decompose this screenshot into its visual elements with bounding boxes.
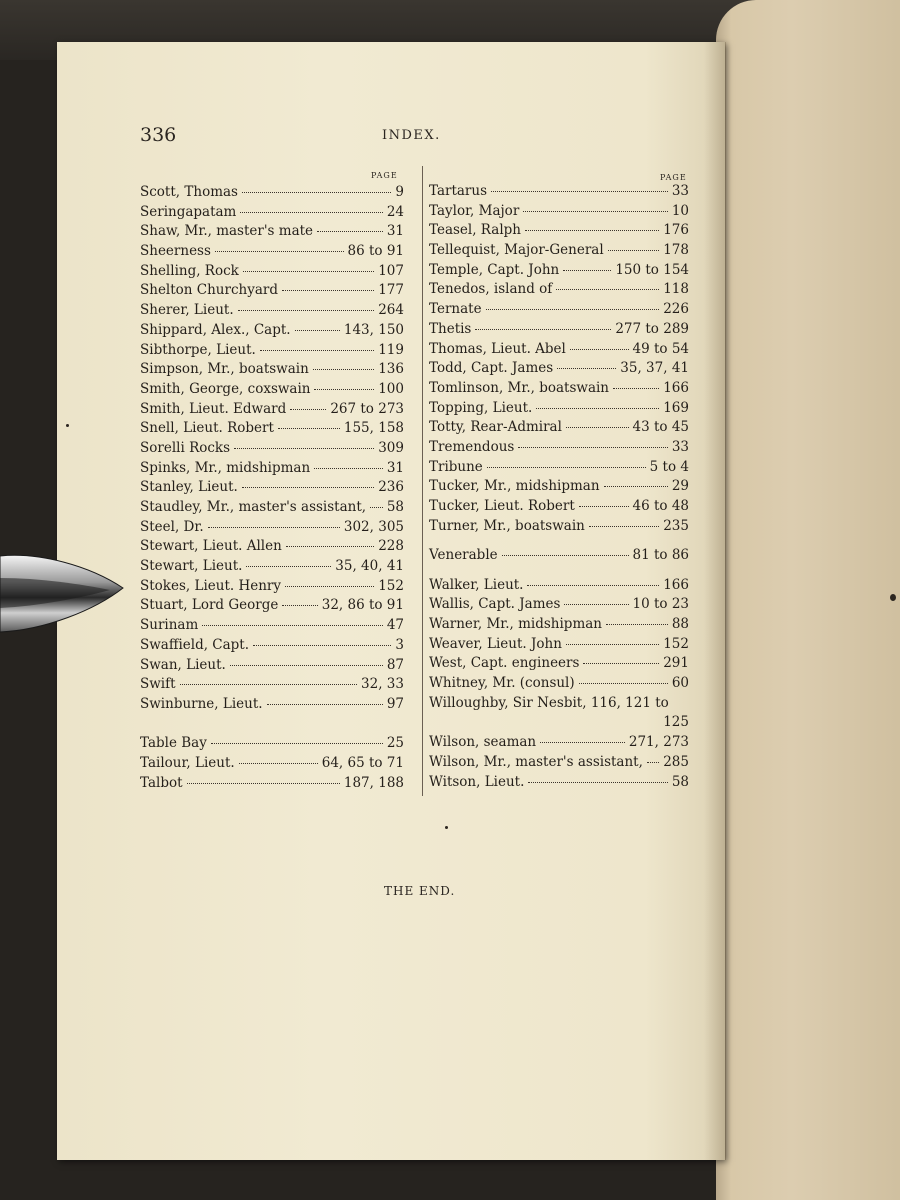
column-divider — [422, 166, 423, 796]
index-entry — [429, 400, 689, 420]
entry-name: Table Bay — [140, 735, 207, 752]
entry-name: Topping, Lieut. — [429, 399, 533, 416]
dot-leader — [314, 389, 374, 390]
entry-pages: 49 to 54 — [632, 340, 689, 357]
index-entry — [140, 361, 404, 381]
dot-leader — [282, 605, 317, 606]
index-entry — [140, 479, 404, 499]
dot-leader — [570, 349, 629, 350]
entry-name: Scott, Thomas — [140, 184, 238, 200]
dot-leader — [475, 329, 611, 330]
paper-speck — [445, 826, 448, 829]
index-entry — [140, 460, 404, 480]
entry-name: Temple, Capt. John — [429, 261, 560, 278]
index-entry — [140, 597, 404, 617]
dot-leader — [202, 625, 383, 626]
entry-pages: 100 — [378, 380, 404, 397]
entry-name: Tartarus — [429, 183, 488, 199]
index-entry — [140, 538, 404, 558]
dot-leader — [606, 624, 668, 625]
entry-pages: 10 — [671, 202, 689, 219]
entry-pages: 35, 37, 41 — [620, 360, 689, 377]
entry-pages: 81 to 86 — [632, 547, 689, 564]
dot-leader — [487, 467, 646, 468]
index-entry — [140, 637, 404, 657]
dot-leader — [260, 350, 374, 351]
entry-name: Stewart, Lieut. — [140, 558, 243, 575]
index-entry — [429, 695, 689, 715]
entry-name: West, Capt. engineers — [429, 655, 580, 672]
entry-pages: 33 — [671, 183, 689, 199]
index-entry — [140, 499, 404, 519]
entry-name: Wilson, Mr., master's assistant, — [429, 753, 643, 770]
entry-name: Thetis — [429, 320, 472, 337]
index-entry — [140, 440, 404, 460]
dot-leader — [564, 604, 628, 605]
entry-pages: 32, 86 to 91 — [321, 597, 404, 614]
entry-pages: 10 to 23 — [632, 596, 689, 613]
index-entry — [429, 547, 689, 567]
entry-name: Venerable — [429, 547, 498, 564]
index-entry — [140, 617, 404, 637]
entry-name: Shelling, Rock — [140, 262, 239, 279]
entry-pages: 169 — [663, 399, 689, 416]
index-entry — [429, 518, 689, 538]
dot-leader — [253, 645, 391, 646]
entry-pages: 29 — [671, 478, 689, 495]
index-entry — [429, 636, 689, 656]
entry-name: Swaffield, Capt. — [140, 636, 250, 653]
dot-leader — [285, 586, 374, 587]
entry-name: Tomlinson, Mr., boatswain — [429, 379, 610, 396]
index-entry — [429, 301, 689, 321]
entry-name: Tailour, Lieut. — [140, 754, 235, 771]
index-entry — [429, 754, 689, 774]
entry-pages: 125 — [663, 714, 689, 731]
entry-name: Swinburne, Lieut. — [140, 695, 263, 712]
entry-name: Sherer, Lieut. — [140, 302, 234, 319]
entry-pages: 166 — [663, 576, 689, 593]
entry-name: Totty, Rear-Admiral — [429, 419, 562, 436]
dot-leader — [187, 783, 340, 784]
entry-gap — [140, 716, 404, 736]
entry-pages: 176 — [663, 222, 689, 239]
entry-name: Tucker, Lieut. Robert — [429, 498, 575, 514]
entry-pages: 9 — [395, 184, 404, 200]
index-entry — [140, 755, 404, 775]
dot-leader — [604, 486, 668, 487]
entry-pages: 152 — [663, 635, 689, 652]
entry-name: Stokes, Lieut. Henry — [140, 577, 281, 594]
entry-pages: 302, 305 — [343, 518, 404, 535]
index-entry — [140, 243, 404, 263]
entry-name: Stewart, Lieut. Allen — [140, 538, 282, 555]
entry-name: Swan, Lieut. — [140, 656, 226, 673]
index-entry — [429, 203, 689, 223]
index-entry — [429, 714, 689, 734]
entry-pages: 177 — [378, 282, 404, 299]
entry-pages: 118 — [663, 281, 689, 298]
index-entry — [429, 459, 689, 479]
dot-leader — [556, 289, 659, 290]
index-entry — [140, 184, 404, 204]
dot-leader — [579, 683, 668, 684]
entry-name: Teasel, Ralph — [429, 222, 521, 239]
index-entry — [140, 657, 404, 677]
facing-page-edge — [716, 0, 900, 1200]
entry-name: Tenedos, island of — [429, 281, 553, 298]
dot-leader — [518, 447, 667, 448]
entry-pages: 119 — [378, 341, 404, 358]
entry-pages: 285 — [663, 753, 689, 770]
index-entry — [140, 676, 404, 696]
index-entry — [429, 498, 689, 518]
entry-name: Wallis, Capt. James — [429, 596, 561, 613]
entry-pages: 43 to 45 — [632, 419, 689, 436]
entry-gap — [429, 537, 689, 547]
index-entry — [429, 281, 689, 301]
index-entry — [429, 341, 689, 361]
dot-leader — [566, 427, 629, 428]
page-gutter-shadow — [704, 42, 726, 1160]
entry-pages: 25 — [386, 735, 404, 752]
closing-text: THE END. — [384, 884, 456, 898]
index-entry — [429, 183, 689, 203]
entry-name: Willoughby, Sir Nesbit, 116, 121 to — [429, 694, 669, 711]
entry-pages: 97 — [386, 695, 404, 712]
dot-leader — [557, 368, 616, 369]
index-column-left — [140, 184, 404, 794]
index-entry — [429, 360, 689, 380]
entry-pages: 64, 65 to 71 — [321, 754, 404, 771]
dot-leader — [491, 191, 668, 192]
dot-leader — [230, 665, 383, 666]
paper-speck — [890, 594, 896, 601]
dot-leader — [579, 506, 629, 507]
dot-leader — [563, 270, 611, 271]
dot-leader — [314, 468, 383, 469]
entry-name: Smith, Lieut. Edward — [140, 400, 287, 417]
entry-name: Talbot — [140, 774, 183, 791]
entry-pages: 226 — [663, 301, 689, 318]
dot-leader — [246, 566, 331, 567]
dot-leader — [527, 585, 659, 586]
entry-pages: 136 — [378, 361, 404, 378]
dot-leader — [290, 409, 326, 410]
entry-pages: 60 — [671, 675, 689, 692]
dot-leader — [528, 782, 667, 783]
entry-name: Stanley, Lieut. — [140, 479, 238, 496]
index-entry — [429, 222, 689, 242]
index-entry — [429, 380, 689, 400]
entry-pages: 46 to 48 — [632, 498, 689, 514]
column-label-right: PAGE — [660, 173, 687, 182]
dot-leader — [566, 644, 659, 645]
index-entry — [429, 478, 689, 498]
entry-name: Wilson, seaman — [429, 734, 537, 751]
index-entry — [140, 223, 404, 243]
dot-leader — [238, 310, 375, 311]
entry-name: Tremendous — [429, 438, 515, 455]
dot-leader — [540, 742, 625, 743]
entry-pages: 267 to 273 — [330, 400, 404, 417]
dot-leader — [278, 428, 340, 429]
entry-name: Steel, Dr. — [140, 518, 204, 535]
index-entry — [429, 734, 689, 754]
index-entry — [140, 322, 404, 342]
entry-name: Sorelli Rocks — [140, 439, 231, 456]
index-entry — [140, 263, 404, 283]
dot-leader — [267, 704, 383, 705]
entry-name: Tribune — [429, 458, 483, 475]
dot-leader — [240, 212, 382, 213]
entry-name: Staudley, Mr., master's assistant, — [140, 499, 367, 515]
entry-pages: 107 — [378, 262, 404, 279]
entry-pages: 152 — [378, 577, 404, 594]
entry-name: Whitney, Mr. (consul) — [429, 675, 575, 692]
entry-pages: 187, 188 — [343, 774, 404, 791]
entry-pages: 35, 40, 41 — [335, 558, 404, 575]
dot-leader — [282, 290, 374, 291]
dot-leader — [242, 487, 374, 488]
dot-leader — [215, 251, 344, 252]
page-number: 336 — [140, 124, 177, 146]
entry-gap — [429, 567, 689, 577]
entry-name: Shelton Churchyard — [140, 282, 278, 299]
dot-leader — [243, 271, 374, 272]
dot-leader — [208, 527, 340, 528]
index-entry — [140, 519, 404, 539]
entry-pages: 235 — [663, 517, 689, 534]
index-entry — [429, 321, 689, 341]
entry-pages: 277 to 289 — [615, 320, 689, 337]
entry-pages: 88 — [671, 616, 689, 633]
entry-pages: 178 — [663, 242, 689, 259]
index-entry — [140, 578, 404, 598]
entry-pages: 32, 33 — [361, 676, 404, 693]
entry-pages: 58 — [386, 499, 404, 515]
entry-pages: 166 — [663, 379, 689, 396]
index-entry — [140, 735, 404, 755]
index-column-right — [429, 183, 689, 793]
index-entry — [429, 675, 689, 695]
entry-pages: 47 — [386, 617, 404, 634]
entry-name: Tellequist, Major-General — [429, 242, 604, 259]
entry-pages: 291 — [663, 655, 689, 672]
entry-name: Swift — [140, 676, 176, 693]
entry-name: Seringapatam — [140, 203, 237, 220]
dot-leader — [317, 231, 383, 232]
dot-leader — [536, 408, 659, 409]
entry-pages: 33 — [671, 438, 689, 455]
index-entry — [140, 775, 404, 795]
entry-name: Sheerness — [140, 243, 211, 260]
index-entry — [140, 558, 404, 578]
dot-leader — [313, 369, 374, 370]
index-entry — [429, 439, 689, 459]
index-entry — [140, 401, 404, 421]
column-label-left: PAGE — [371, 171, 398, 180]
index-entry — [429, 242, 689, 262]
index-entry — [429, 616, 689, 636]
entry-name: Warner, Mr., midshipman — [429, 616, 602, 633]
entry-pages: 86 to 91 — [347, 243, 404, 260]
entry-pages: 58 — [671, 773, 689, 790]
entry-name: Weaver, Lieut. John — [429, 635, 562, 652]
entry-pages: 150 to 154 — [615, 261, 689, 278]
dot-leader — [295, 330, 340, 331]
entry-pages: 143, 150 — [343, 321, 404, 338]
dot-leader — [525, 230, 659, 231]
dot-leader — [211, 743, 383, 744]
dot-leader — [239, 763, 318, 764]
entry-name: Snell, Lieut. Robert — [140, 420, 274, 437]
dot-leader — [234, 448, 374, 449]
entry-pages: 155, 158 — [343, 420, 404, 437]
index-entry — [140, 381, 404, 401]
entry-name: Todd, Capt. James — [429, 360, 554, 377]
index-entry — [429, 262, 689, 282]
index-entry — [429, 774, 689, 794]
index-entry — [140, 204, 404, 224]
index-entry — [429, 596, 689, 616]
entry-name: Thomas, Lieut. Abel — [429, 340, 566, 357]
entry-pages: 228 — [378, 538, 404, 555]
entry-pages: 3 — [395, 636, 404, 653]
dot-leader — [589, 526, 659, 527]
entry-pages: 31 — [386, 223, 404, 240]
dot-leader — [583, 663, 659, 664]
entry-name: Turner, Mr., boatswain — [429, 517, 585, 534]
paper-speck — [66, 424, 69, 427]
dot-leader — [613, 388, 659, 389]
entry-pages: 236 — [378, 479, 404, 496]
dot-leader — [608, 250, 660, 251]
entry-name: Smith, George, coxswain — [140, 380, 311, 397]
index-entry — [429, 419, 689, 439]
entry-name: Witson, Lieut. — [429, 773, 525, 790]
index-entry — [429, 577, 689, 597]
entry-name: Taylor, Major — [429, 202, 520, 219]
index-entry — [140, 282, 404, 302]
index-entry — [429, 655, 689, 675]
index-entry — [140, 420, 404, 440]
entry-name: Sibthorpe, Lieut. — [140, 341, 256, 358]
dot-leader — [286, 546, 374, 547]
entry-name: Simpson, Mr., boatswain — [140, 361, 309, 378]
dot-leader — [486, 309, 660, 310]
index-entry — [140, 342, 404, 362]
entry-name: Shaw, Mr., master's mate — [140, 223, 314, 240]
entry-name: Surinam — [140, 617, 199, 634]
entry-pages: 5 to 4 — [649, 458, 689, 475]
entry-pages: 309 — [378, 439, 404, 456]
entry-pages: 31 — [386, 459, 404, 476]
dot-leader — [242, 192, 391, 193]
dot-leader — [502, 555, 629, 556]
entry-pages: 24 — [386, 203, 404, 220]
dot-leader — [370, 507, 383, 508]
entry-name: Tucker, Mr., midshipman — [429, 478, 600, 495]
index-entry — [140, 696, 404, 716]
entry-name: Stuart, Lord George — [140, 597, 279, 614]
page-clip-icon — [0, 548, 125, 636]
entry-name: Ternate — [429, 301, 482, 318]
dot-leader — [647, 762, 659, 763]
entry-name: Spinks, Mr., midshipman — [140, 459, 311, 476]
entry-pages: 87 — [386, 656, 404, 673]
entry-name: Shippard, Alex., Capt. — [140, 321, 291, 338]
dot-leader — [180, 684, 358, 685]
entry-name: Walker, Lieut. — [429, 576, 524, 593]
index-entry — [140, 302, 404, 322]
running-head: INDEX. — [382, 128, 441, 143]
entry-pages: 264 — [378, 302, 404, 319]
entry-pages: 271, 273 — [628, 734, 689, 751]
dot-leader — [523, 211, 668, 212]
